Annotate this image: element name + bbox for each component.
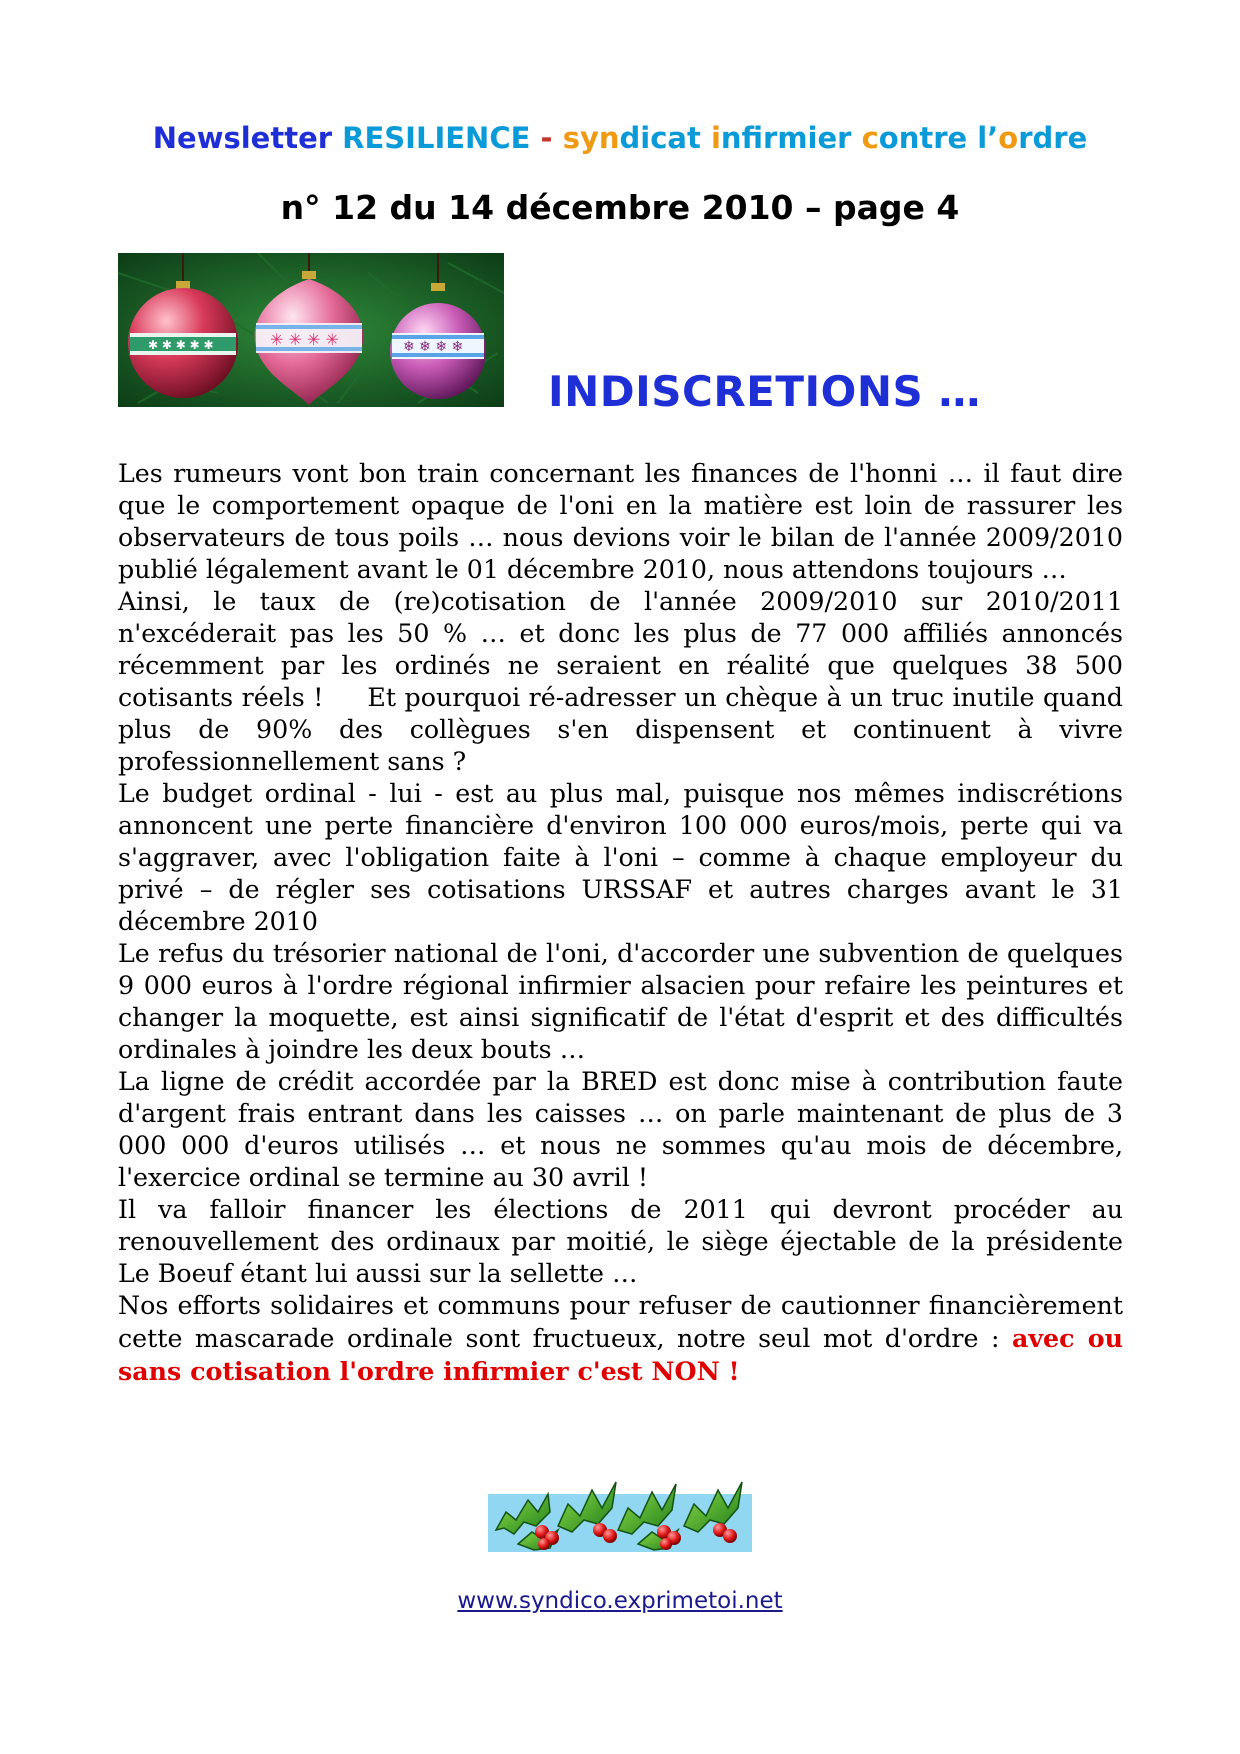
paragraph: Les rumeurs vont bon train concernant les finances de l'honni … il faut dire que le comportement opaque de l'oni en la matière est loin de rassurer les observateurs de tous poils … nous devions voir le bilan de l'année 2009/2010 publié légalement avant le 01 décembre 2010, nous attendons toujours … (118, 459, 1123, 584)
header-lordre: l’ordre (977, 121, 1088, 155)
call-to-action: avec ou sans cotisation l'ordre infirmier c'est NON ! (118, 1323, 1124, 1386)
header-contre: contre (861, 121, 968, 155)
paragraph: La ligne de crédit accordée par la BRED est donc mise à contribution faute d'argent frais entrant dans les caisses … on parle maintenant de plus de 3 000 000 d'euros utilisés … et nous ne sommes qu'au mois de décembre, l'exercice ordinal se termine au 30 avril ! (118, 1067, 1123, 1192)
article-body (118, 458, 1123, 1388)
header-syndicat: syndicat (562, 121, 701, 155)
issue-line: n° 12 du 14 décembre 2010 – page 4 (280, 188, 960, 227)
paragraph: Il va falloir financer les élections de 2011 qui devront procéder au renouvellement des ordinaux par moitié, le siège éjectable de la présidente Le Boeuf étant lui aussi sur la sellette … (118, 1195, 1123, 1288)
paragraph: Ainsi, le taux de (re)cotisation de l'année 2009/2010 sur 2010/2011 n'excéderait pas les 50 % … et donc les plus de 77 000 affiliés annoncés récemment par les ordinés ne seraient en réalité que quelques 38 500 cotisants réels ! Et pourquoi ré-adresser un chèque à un truc inutile quand plus de 90% des collègues s'en dispensent et continuent à vivre professionnellement sans ? (118, 587, 1123, 776)
svg-text:❄ ❄ ❄ ❄: ❄ ❄ ❄ ❄ (403, 339, 464, 355)
paragraph: Le refus du trésorier national de l'oni, d'accorder une subvention de quelques 9 000 euros à l'ordre régional infirmier alsacien pour refaire les peintures et changer la moquette, est ainsi significatif de l'état d'esprit et des difficultés ordinales à joindre les deux bouts … (118, 939, 1123, 1064)
paragraph: Nos efforts solidaires et communs pour refuser de cautionner financièrement cette mascarade ordinale sont fructueux, notre seul mot d'ordre : avec ou sans cotisation l'ordre infirmier c'est NON ! (118, 1291, 1124, 1386)
svg-text:✳ ✳ ✳ ✳: ✳ ✳ ✳ ✳ (270, 330, 339, 349)
header-resilience: RESILIENCE (342, 121, 531, 155)
paragraph: Le budget ordinal - lui - est au plus mal, puisque nos mêmes indiscrétions annoncent une perte financière d'environ 100 000 euros/mois, perte qui va s'aggraver, avec l'obligation faite à l'oni – comme à chaque employeur du privé – de régler ses cotisations URSSAF et autres charges avant le 31 décembre 2010 (118, 779, 1123, 936)
newsletter-header (0, 121, 1240, 155)
holly-icon (488, 1460, 752, 1556)
section-title: INDISCRETIONS … (548, 367, 981, 416)
christmas-ornaments-image (118, 253, 504, 407)
header-infirmier: infirmier (710, 121, 852, 155)
website-link[interactable]: www.syndico.exprimetoi.net (457, 1588, 783, 1614)
header-newsletter: Newsletter (152, 121, 333, 155)
svg-text:✱ ✱ ✱ ✱ ✱: ✱ ✱ ✱ ✱ ✱ (148, 338, 214, 352)
header-dash: - (540, 121, 553, 155)
